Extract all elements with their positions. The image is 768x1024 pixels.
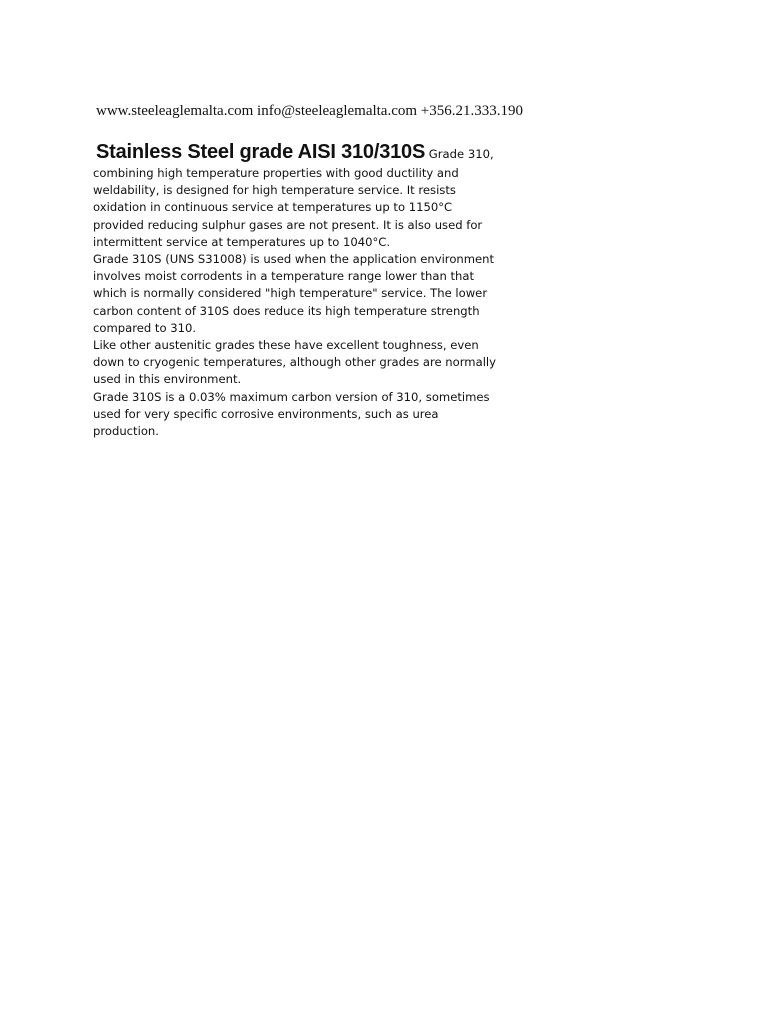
body-line: carbon content of 310S does reduce its high temperature strength xyxy=(93,303,480,318)
body-line: weldability, is designed for high temperature service. It resists xyxy=(93,183,456,198)
body-line: used for very specific corrosive environments, such as urea xyxy=(93,406,439,421)
body-line: involves moist corrodents in a temperature range lower than that xyxy=(93,269,475,284)
body-line: down to cryogenic temperatures, although other grades are normally xyxy=(93,355,497,370)
body-line: Like other austenitic grades these have excellent toughness, even xyxy=(93,338,479,353)
body-line: which is normally considered "high temperature" service. The lower xyxy=(93,286,488,301)
body-line: production. xyxy=(93,424,159,439)
intro-inline-text: Grade 310, xyxy=(428,147,494,161)
heading-line xyxy=(93,139,533,165)
body-line: provided reducing sulphur gases are not present. It is also used for xyxy=(93,217,483,232)
document-body xyxy=(93,139,533,440)
body-line: intermittent service at temperatures up to 1040°C. xyxy=(93,234,391,249)
body-line: compared to 310. xyxy=(93,320,197,335)
contact-line: www.steeleaglemalta.com info@steeleaglemalta.com +356.21.333.190 xyxy=(96,103,524,119)
body-line: combining high temperature properties with good ductility and xyxy=(93,166,459,180)
document-title: Stainless Steel grade AISI 310/310S xyxy=(96,141,426,163)
body-line: Grade 310S (UNS S31008) is used when the application environment xyxy=(93,252,495,267)
body-line: oxidation in continuous service at temperatures up to 1150°C xyxy=(93,200,453,215)
body-line: used in this environment. xyxy=(93,372,242,387)
body-line: Grade 310S is a 0.03% maximum carbon version of 310, sometimes xyxy=(93,389,490,404)
